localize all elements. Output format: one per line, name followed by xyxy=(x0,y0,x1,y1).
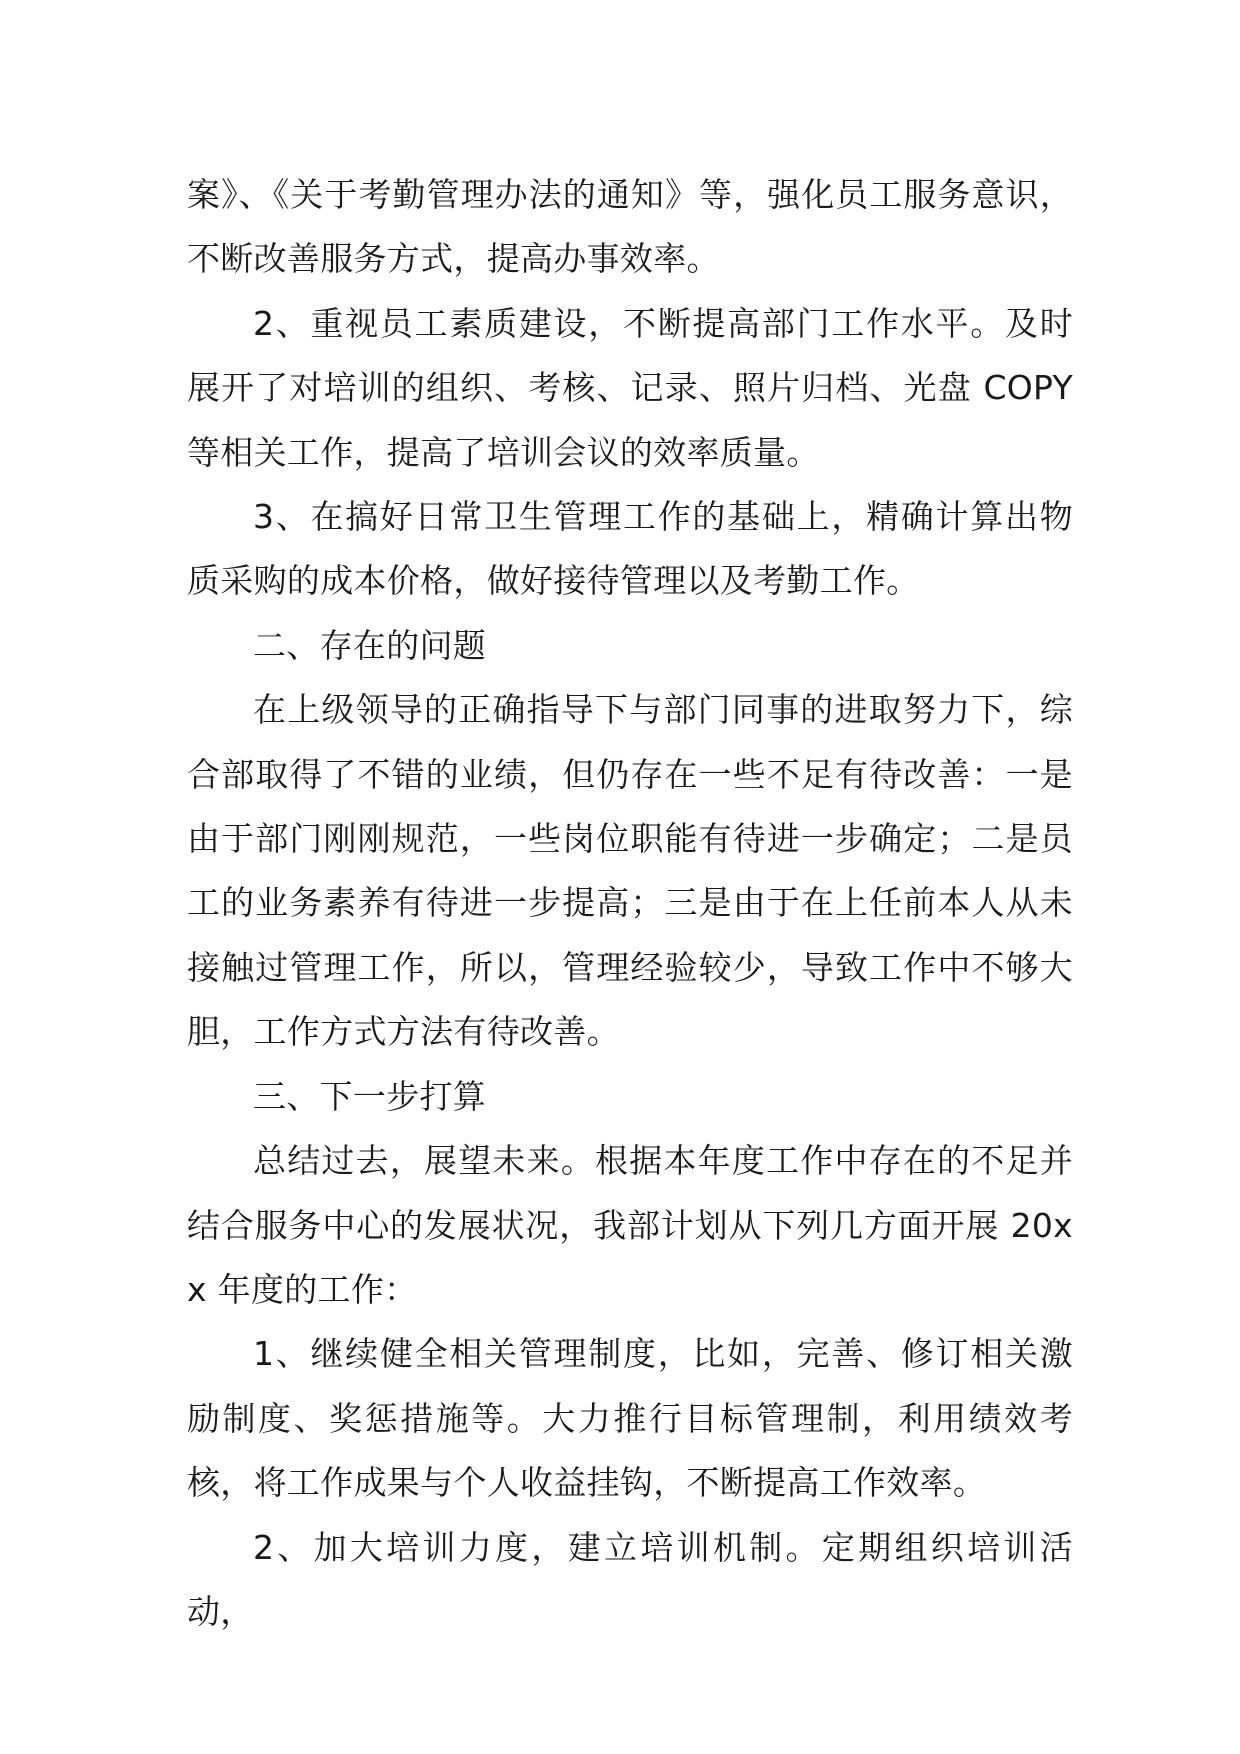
section-heading-problems: 二、存在的问题 xyxy=(253,625,487,665)
paragraph-7: 总结过去，展望未来。根据本年度工作中存在的不足并结合服务中心的发展状况，我部计划从下列几方面开展 20xx 年度的工作： xyxy=(187,1141,1073,1309)
paragraph-1: 案》、《关于考勤管理办法的通知》等，强化员工服务意识，不断改善服务方式，提高办事效率。 xyxy=(187,175,1073,279)
paragraph-8: 1、继续健全相关管理制度，比如，完善、修订相关激励制度、奖惩措施等。大力推行目标管理制，利用绩效考核，将工作成果与个人收益挂钩，不断提高工作效率。 xyxy=(187,1334,1073,1503)
document-body xyxy=(187,163,1073,1644)
section-heading-next-steps: 三、下一步打算 xyxy=(253,1076,487,1116)
paragraph-3: 3、在搞好日常卫生管理工作的基础上，精确计算出物质采购的成本价格，做好接待管理以及考勤工作。 xyxy=(187,497,1073,601)
paragraph-2: 2、重视员工素质建设，不断提高部门工作水平。及时展开了对培训的组织、考核、记录、照片归档、光盘 COPY 等相关工作，提高了培训会议的效率质量。 xyxy=(187,303,1073,472)
paragraph-9: 2、加大培训力度，建立培训机制。定期组织培训活动， xyxy=(187,1527,1073,1631)
paragraph-5: 在上级领导的正确指导下与部门同事的进取努力下，综合部取得了不错的业绩，但仍存在一些不足有待改善：一是由于部门刚刚规范，一些岗位职能有待进一步确定；二是员工的业务素养有待进一步提高；三是由于在上任前本人从未接触过管理工作，所以，管理经验较少，导致工作中不够大胆，工作方式方法有待改善。 xyxy=(187,690,1073,1052)
